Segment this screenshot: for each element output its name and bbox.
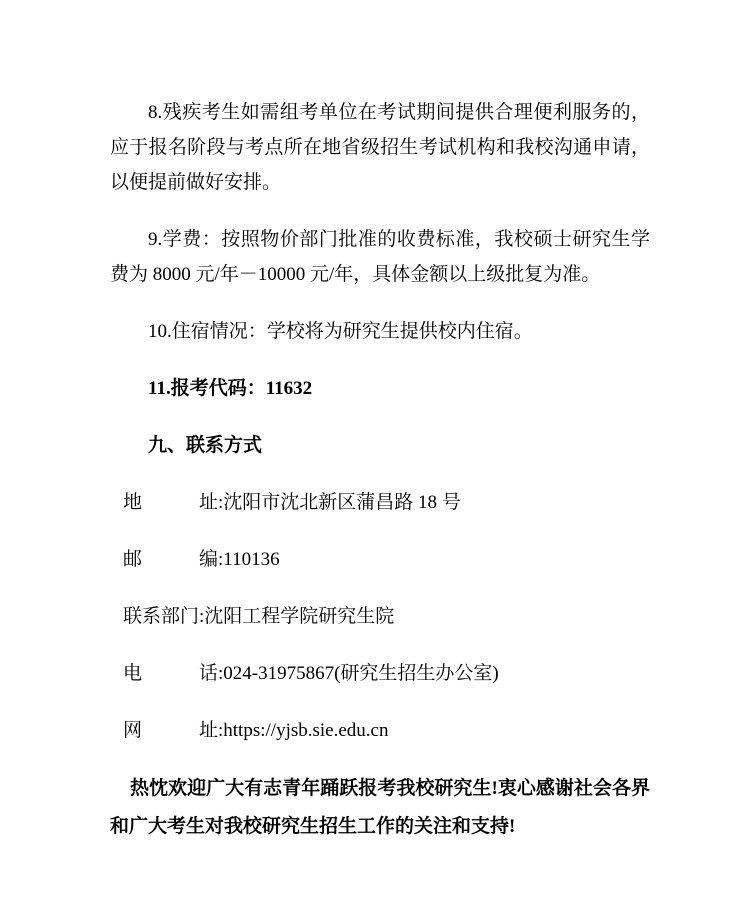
paragraph-application-code: 11.报考代码：11632: [148, 378, 313, 399]
contact-line-department: 联系部门:沈阳工程学院研究生院: [123, 606, 395, 627]
contact-line-website: 网 址:https://yjsb.sie.edu.cn: [123, 720, 389, 741]
contact-line-phone: 电 话:024-31975867(研究生招生办公室): [123, 663, 499, 684]
heading-contact-info: 九、联系方式: [148, 435, 263, 456]
paragraph-tuition-fee: 9.学费：按照物价部门批准的收费标准，我校硕士研究生学费为 8000 元/年－10000 元/年，具体金额以上级批复为准。: [110, 229, 650, 285]
contact-line-address: 地 址:沈阳市沈北新区蒲昌路 18 号: [123, 492, 461, 513]
paragraph-accommodation: 10.住宿情况：学校将为研究生提供校内住宿。: [148, 321, 533, 342]
paragraph-closing-welcome: 热忱欢迎广大有志青年踊跃报考我校研究生!衷心感谢社会各界和广大考生对我校研究生招生工作的关注和支持!: [110, 778, 650, 837]
paragraph-disabled-candidate-services: 8.残疾考生如需组考单位在考试期间提供合理便利服务的，应于报名阶段与考点所在地省级招生考试机构和我校沟通申请，以便提前做好安排。: [110, 102, 650, 193]
contact-line-postal-code: 邮 编:110136: [123, 549, 280, 570]
